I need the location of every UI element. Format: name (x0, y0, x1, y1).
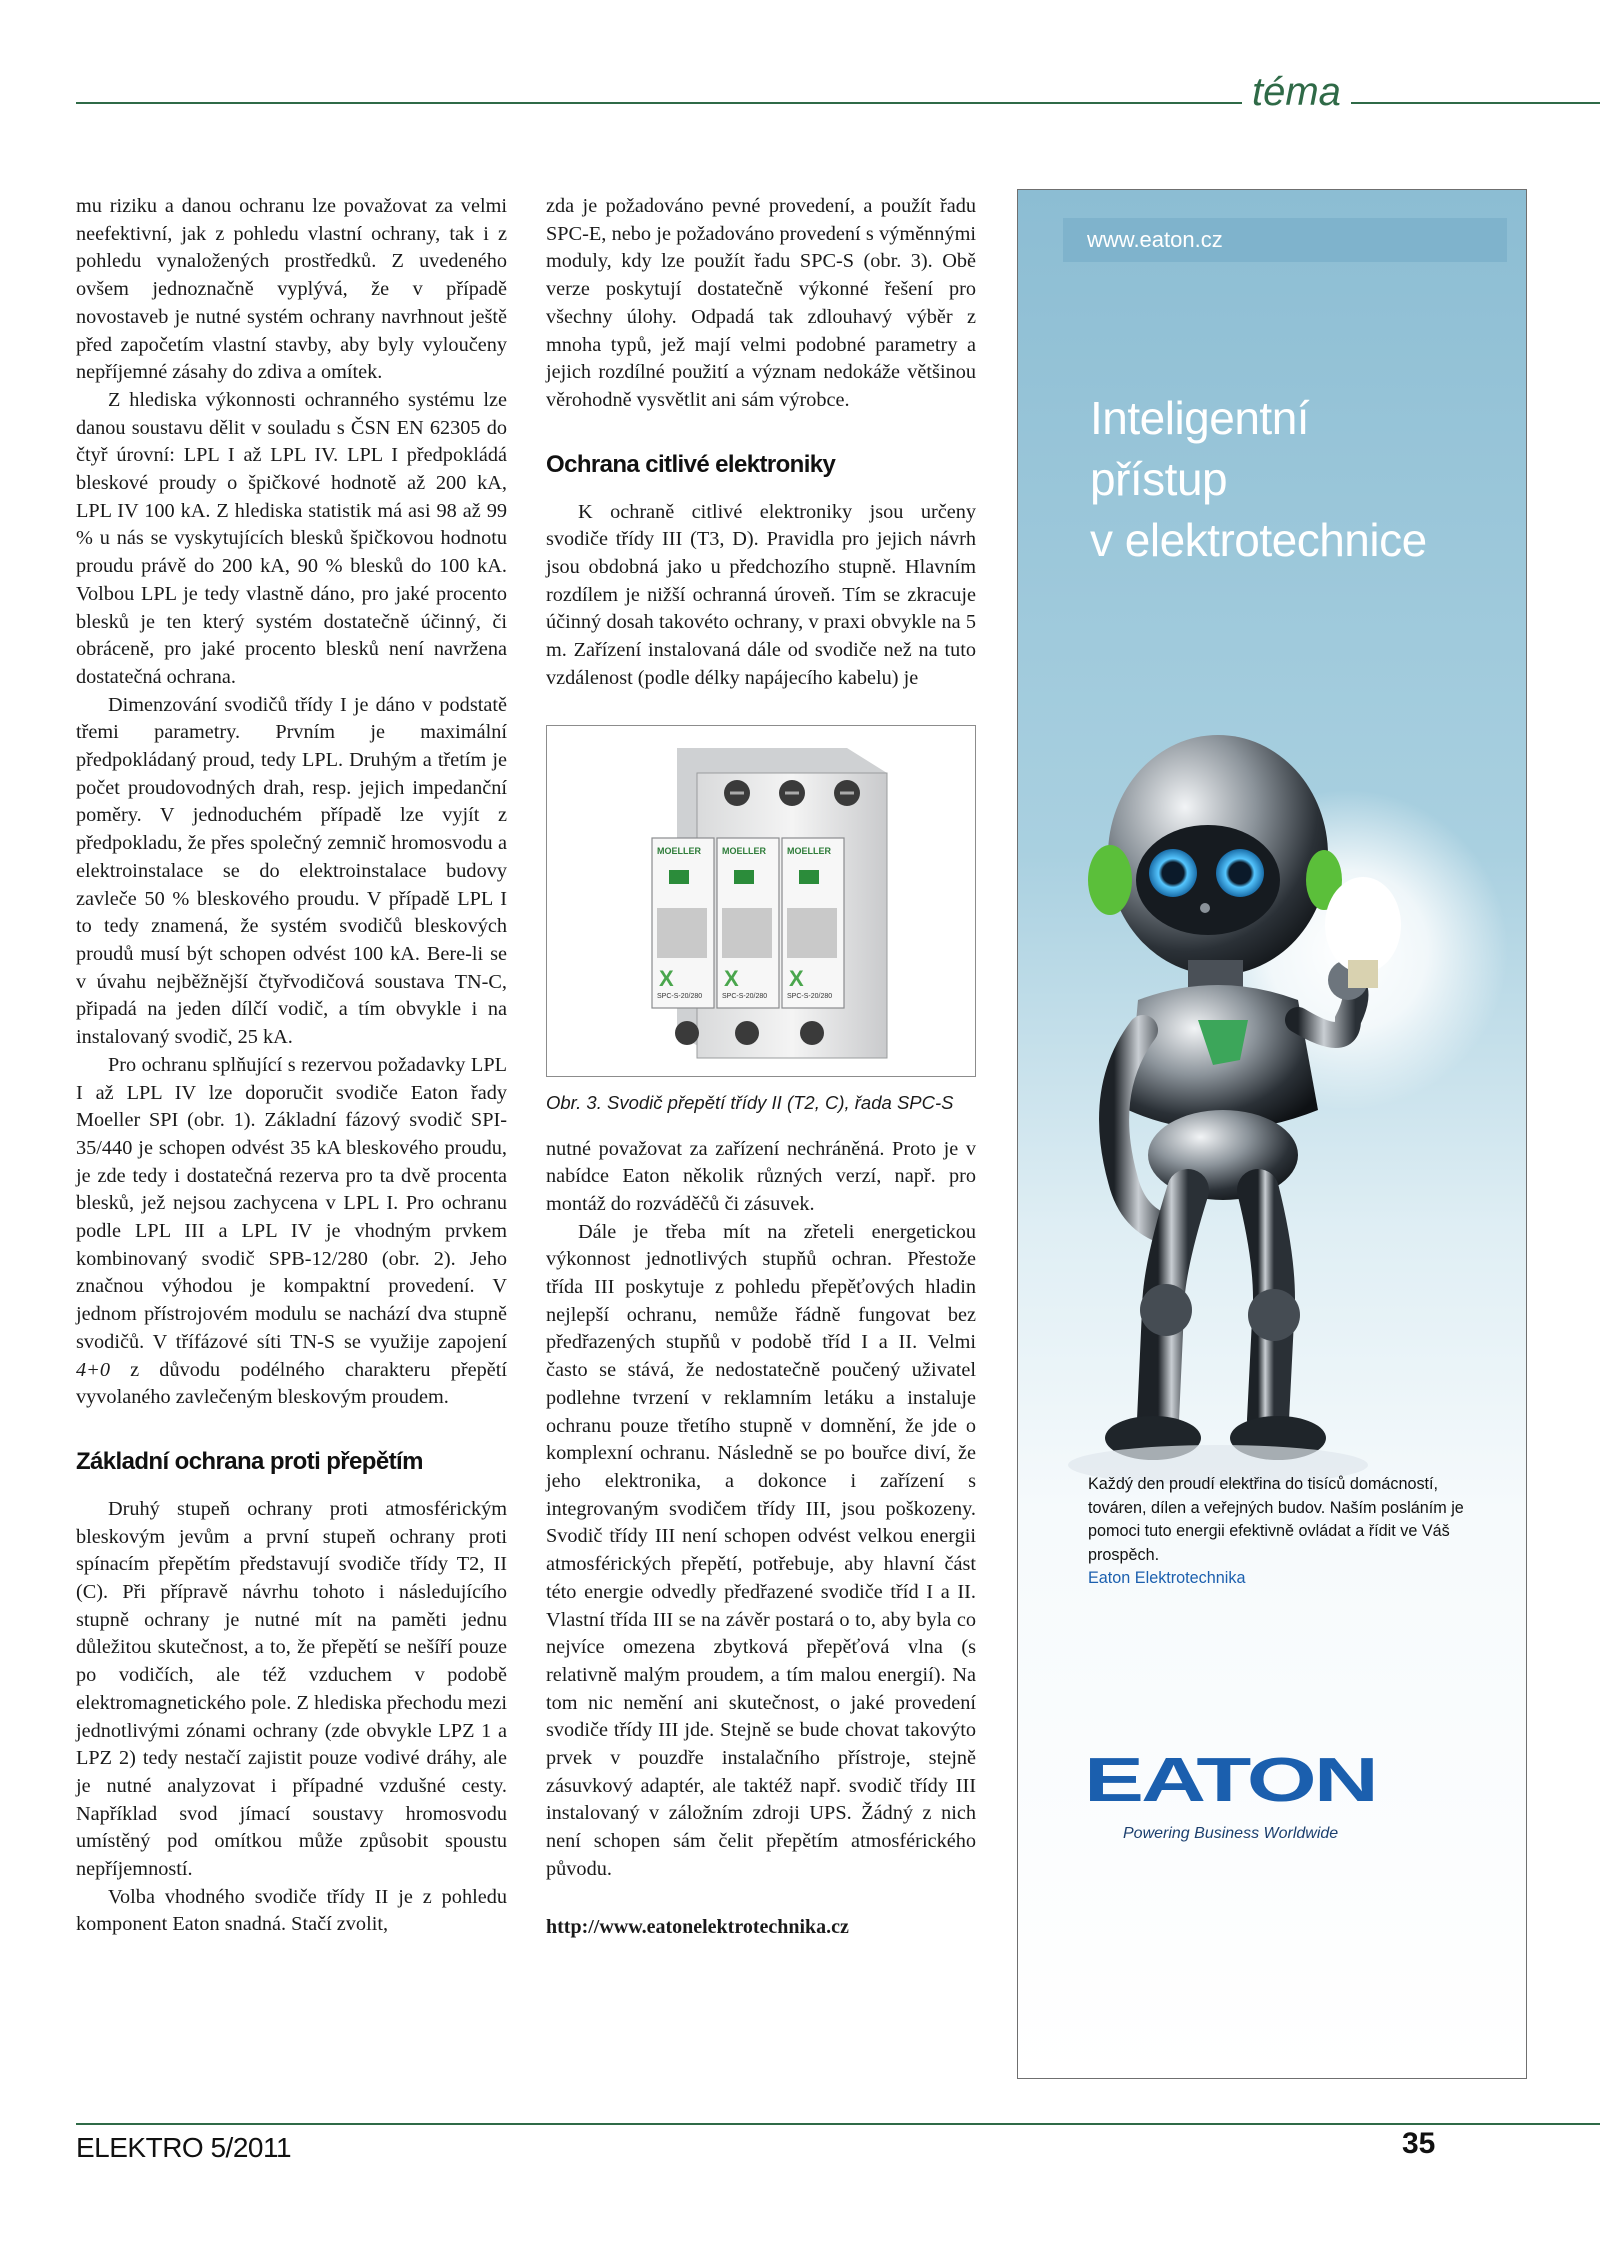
ad-headline-line: přístup (1090, 453, 1228, 505)
eaton-logo: EATON (1084, 1746, 1376, 1815)
paragraph: Druhý stupeň ochrany proti atmosférickým bleskovým jevům a první stupeň ochrany proti spínacím přepětím představují svodiče třídy T2, II (C). Při přípravě návrhu tohoto i následujícího stupně ochrany je nutné mít na paměti jednu důležitou skutečnost, a to, že přepětí se nešíří pouze po vodičích, ale též vzduchem v podobě elektromagnetického pole. Z hlediska přechodu mezi jednotlivými zónami ochrany (zde obvykle LPZ 1 a LPZ 2) tedy nestačí zajistit pouze vodivé dráhy, ale je nutné analyzovat i případné vzdušné cesty. Například svod jímací soustavy hromosvodu umístěný pod omítkou může způsobit spoustu nepříjemností. (76, 1497, 507, 1881)
article-link[interactable]: http://www.eatonelektrotechnika.cz (546, 1915, 849, 1938)
module-model-label: SPC-S-20/280 (787, 992, 833, 1000)
ad-url-banner[interactable]: www.eaton.cz (1063, 218, 1507, 262)
module-brand-label: MOELLER (722, 845, 766, 856)
figure-caption: Obr. 3. Svodič přepětí třídy II (T2, C), řada SPC-S (546, 1091, 954, 1113)
ad-headline-line: v elektrotechnice (1090, 514, 1427, 566)
magazine-issue: ELEKTRO 5/2011 (76, 2132, 292, 2163)
surge-arrester-illustration (547, 726, 976, 1076)
text-run: Pro ochranu splňující s rezervou požadavky LPL I až LPL IV lze doporučit svodiče Eaton řady Moeller SPI (obr. 1). Základní fázový svodič SPI-35/440 je schopen odvést 35 kA bleskového proudu, je zde tedy i dostatečná rezerva pro ta dvě procenta blesků, jež nejsou zachycena v LPL I. Pro ochranu podle LPL III a LPL IV je vhodným prvkem kombinovaný svodič SPB-12/280 (obr. 2). Jeho značnou výhodou je kompaktní provedení. V jednom přístrojovém modulu se nachází dva stupně svodičů. V třífázové síti TN-S se využije zapojení (76, 1053, 507, 1353)
svg-text:X: X (789, 965, 804, 991)
paragraph (76, 1052, 507, 1412)
ad-headline (1090, 388, 1427, 571)
module-brand-label: MOELLER (657, 845, 701, 856)
svg-text:X: X (724, 965, 739, 991)
header-rule (76, 102, 1600, 104)
eaton-tagline: Powering Business Worldwide (1123, 1825, 1339, 1842)
ad-copy (1088, 1473, 1468, 1591)
page-number: 35 (1402, 2127, 1436, 2160)
paragraph: nutné považovat za zařízení nechráněná. Proto je v nabídce Eaton několik různých verzí, např. pro montáž do rozváděčů či zásuvek. (546, 1137, 976, 1215)
article-column-1 (76, 193, 507, 1939)
footer-rule (76, 2123, 1600, 2125)
eaton-advertisement (1017, 189, 1527, 2079)
paragraph: Dimenzování svodičů třídy I je dáno v podstatě třemi parametry. Prvním je maximální předpokládaný proud, tedy LPL. Druhým a třetím je počet proudovodných drah, resp. jejich impedanční poměry. V jednoduchém případě lze vyjít z předpokladu, že přes společný zemnič hromosvodu a elektroinstalace se do elektroinstalace budovy zavleče 50 % bleskového proudu. V případě LPL I to tedy znamená, že systém svodičů bleskových proudů musí být schopen odvést 100 kA. Bere-li se v úvahu nejběžnější čtyřvodičová soustava TN-C, připadá na jeden dílčí vodič, a tím obvykle i na instalovaný svodič, 25 kA. (76, 693, 507, 1049)
italic-text: 4+0 (76, 1358, 110, 1381)
paragraph: Dále je třeba mít na zřeteli energetickou výkonnost jednotlivých stupňů ochran. Přestože třída III poskytuje z pohledu přepěťových hladin nejlepší ochranu, nemůže řádně fungovat bez předřazených stupňů v podobě tříd I a II. Velmi často se stává, že nedostatečně poučený uživatel podlehne tvrzení v reklamním letáku a instaluje ochranu pouze třetího stupně v domnění, že jde o komplexní ochranu. Následně se po bouřce diví, že jeho elektronika, a dokonce i zařízení s integrovaným svodičem třídy III, jsou poškozeny. Svodič třídy III není schopen odvést velkou energii atmosférických přepětí, potřebuje, aby hlavní část této energie odvedly předřazené svodiče tříd I a II. Vlastní třída III se na závěr postará o to, aby byla co nejvíce omezena zbytková přepěťová vlna (s relativně malým proudem, a tím malou energií). Na tom nic nemění ani skutečnost, o jaké provedení svodiče třídy III jde. Stejně se bude chovat takovýto prvek v pouzdře instalačního přístroje, stejně zásuvkový adaptér, ale taktéž např. svodič třídy III instalovaný v záložním zdroji UPS. Žádný z nich není schopen sám čelit přepětím atmosférického původu. (546, 1220, 976, 1880)
paragraph: Volba vhodného svodiče třídy II je z pohledu komponent Eaton snadná. Stačí zvolit, (76, 1885, 507, 1936)
article-column-2 (546, 193, 976, 1941)
module-brand-label: MOELLER (787, 845, 831, 856)
section-heading: Základní ochrana proti přepětím (76, 1447, 423, 1475)
text-run: z důvodu podélného charakteru přepětí vyvolaného zavlečeným bleskovým proudem. (76, 1358, 507, 1409)
section-label: téma (1242, 68, 1351, 116)
paragraph: mu riziku a danou ochranu lze považovat za velmi neefektivní, jak z pohledu vlastní ochrany, tak i z pohledu vynaložených prostředků. Z uvedeného ovšem jednoznačně vyplývá, že v případě novostaveb je nutné systém ochrany navrhnout ještě před započetím vlastní stavby, aby byly vyloučeny nepříjemné zásahy do zdiva a omítek. (76, 195, 507, 384)
figure-surge-arrester (546, 725, 976, 1077)
paragraph: zda je požadováno pevné provedení, a použít řadu SPC-E, nebo je požadováno provedení s výměnnými moduly, kdy lze použít řadu SPC-S (obr. 3). Obě verze poskytují dostatečně výkonné řešení pro všechny úlohy. Odpadá tak zdlouhavý výběr z mnoha typů, jež mají velmi podobné parametry a jejich rozdílné použití a význam nedokáže většinou věrohodně vysvětlit ani sám výrobce. (546, 195, 976, 411)
ad-headline-line: Inteligentní (1090, 392, 1310, 444)
ad-brand-line: Eaton Elektrotechnika (1088, 1569, 1246, 1587)
section-heading: Ochrana citlivé elektroniky (546, 450, 836, 478)
module-model-label: SPC-S-20/280 (657, 992, 703, 1000)
ad-copy-text: Každý den proudí elektřina do tisíců domácností, továren, dílen a veřejných budov. Naším posláním je pomoci tuto energii efektivně ovládat a řídit ve Váš prospěch. (1088, 1475, 1464, 1564)
svg-text:X: X (659, 965, 674, 991)
module-model-label: SPC-S-20/280 (722, 992, 768, 1000)
paragraph: K ochraně citlivé elektroniky jsou určeny svodiče třídy III (T3, D). Pravidla pro jejich návrh jsou obdobná jako u předchozího stupně. Hlavním rozdílem je nižší ochranná úroveň. Tím se zkracuje účinný dosah takovéto ochrany, v praxi obvykle na 5 m. Zařízení instalovaná dále od svodiče než na tuto vzdálenost (podle délky napájecího kabelu) je (546, 500, 976, 689)
paragraph: Z hlediska výkonnosti ochranného systému lze danou soustavu dělit v souladu s ČSN EN 62305 do čtyř úrovní: LPL I až LPL IV. LPL I předpokládá bleskové proudy o špičkové hodnotě až 200 kA, LPL IV 100 kA. Z hlediska statistik má asi 98 až 99 % u nás se vyskytujících blesků špičkovou hodnotu proudu právě do 200 kA, 90 % blesků do 100 kA. Volbou LPL je tedy vlastně dáno, pro jaké procento blesků je ten který systém dostatečně účinný, či obráceně, pro jaké procento blesků není navržena dostatečná ochrana. (76, 388, 507, 688)
